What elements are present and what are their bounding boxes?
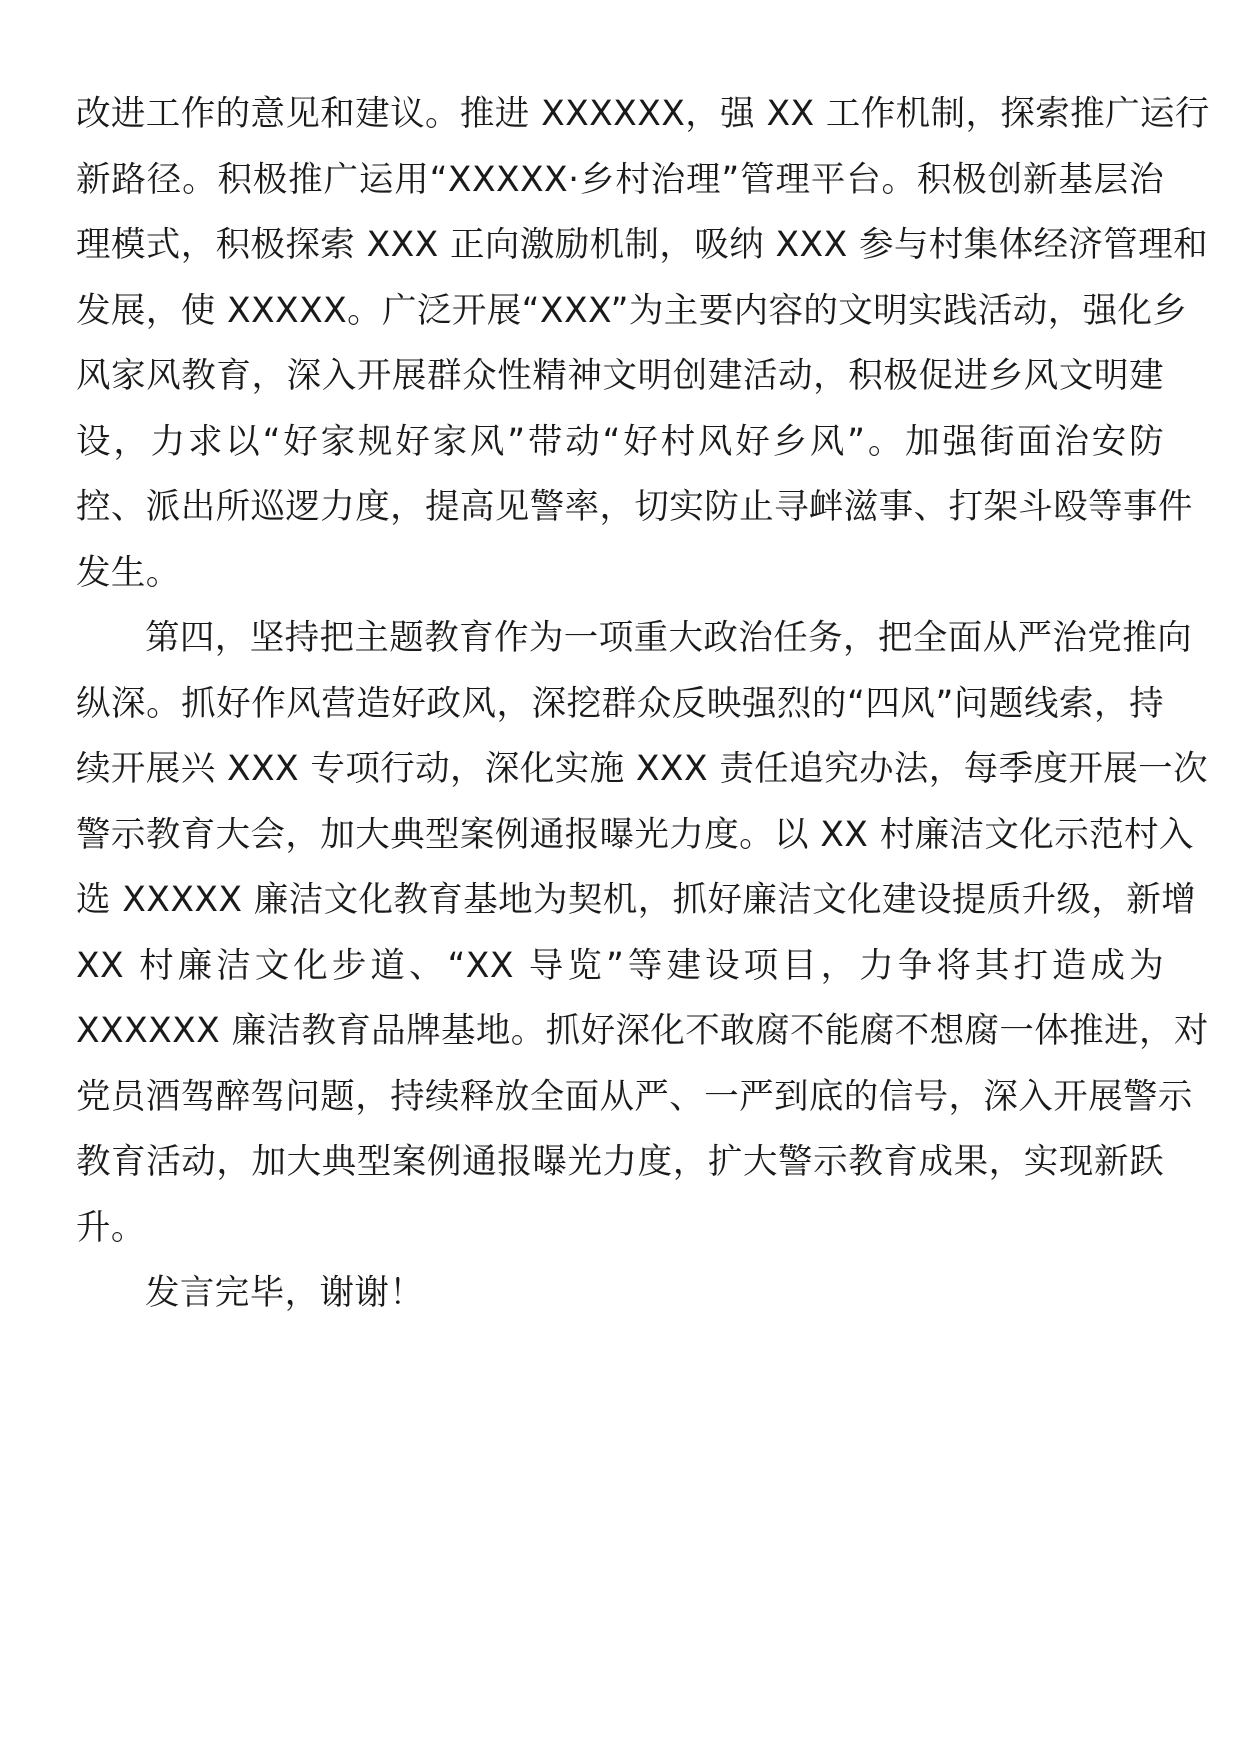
text-line: 理模式，积极探索 XXX 正向激励机制，吸纳 XXX 参与村集体经济管理和	[76, 225, 1208, 265]
text-line: 发展，使 XXXXX。广泛开展“XXX”为主要内容的文明实践活动，强化乡	[76, 290, 1188, 331]
text-line: 教育活动，加大典型案例通报曝光力度，扩大警示教育成果，实现新跃	[76, 1142, 1164, 1182]
closing-line: 发言完毕，谢谢！	[145, 1273, 425, 1313]
paragraph-continued	[76, 82, 1210, 606]
paragraph-closing	[76, 1261, 1164, 1327]
text-line: 改进工作的意见和建议。推进 XXXXXX，强 XX 工作机制，探索推广运行	[76, 94, 1210, 134]
text-line: 选 XXXXX 廉洁文化教育基地为契机，抓好廉洁文化建设提质升级，新增	[76, 880, 1197, 920]
text-line: 党员酒驾醉驾问题，持续释放全面从严、一严到底的信号，深入开展警示	[76, 1076, 1193, 1117]
text-line: 发生。	[76, 552, 181, 593]
text-line: 控、派出所巡逻力度，提高见警率，切实防止寻衅滋事、打架斗殴等事件	[76, 487, 1193, 527]
paragraph-fourth-point	[76, 606, 1209, 1261]
text-line: XXXXXX 廉洁教育品牌基地。抓好深化不敢腐不能腐不想腐一体推进，对	[76, 1011, 1209, 1051]
text-line: 第四，坚持把主题教育作为一项重大政治任务，把全面从严治党推向	[145, 618, 1192, 658]
text-line: 警示教育大会，加大典型案例通报曝光力度。以 XX 村廉洁文化示范村入	[76, 814, 1194, 855]
text-line: 新路径。积极推广运用“XXXXX·乡村治理”管理平台。积极创新基层治	[76, 159, 1164, 200]
text-line: 风家风教育，深入开展群众性精神文明创建活动，积极促进乡风文明建	[76, 356, 1164, 396]
document-body	[76, 82, 1210, 1327]
text-line: 升。	[76, 1207, 146, 1248]
text-line: 纵深。抓好作风营造好政风，深挖群众反映强烈的“四风”问题线索，持	[76, 683, 1164, 724]
text-line: 续开展兴 XXX 专项行动，深化实施 XXX 责任追究办法，每季度开展一次	[76, 749, 1208, 789]
text-line: XX 村廉洁文化步道、“XX 导览”等建设项目，力争将其打造成为	[76, 945, 1164, 986]
text-line: 设，力求以“好家规好家风”带动“好村风好乡风”。加强街面治安防	[76, 421, 1164, 462]
